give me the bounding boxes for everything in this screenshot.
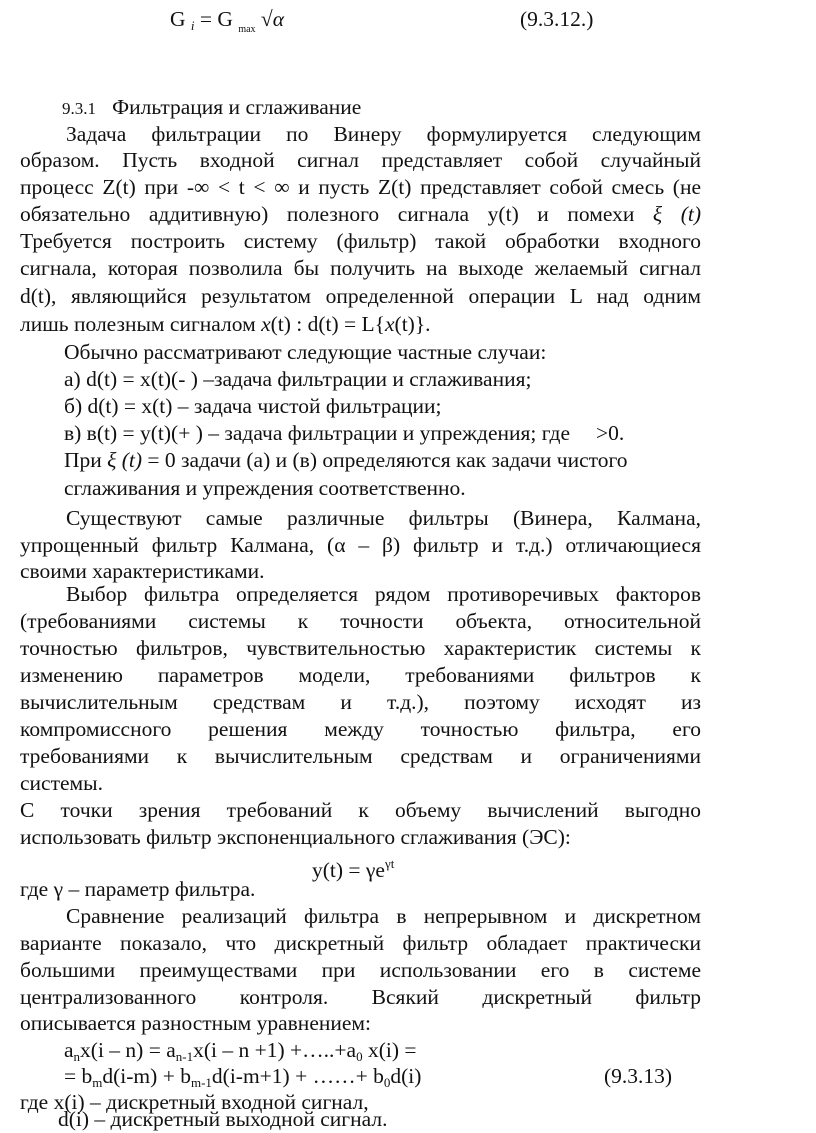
- equation-row-2: = $b_md(i-m) + b_{m-1}d(i-m+1)$ + ……+ $b_0d(i)$: [64, 1064, 422, 1090]
- text-line: централизованного контроля. Всякий дискретный фильтр: [20, 985, 701, 1009]
- text-line: сигнала, которая позволила бы получить на выходе желаемый сигнал: [20, 256, 701, 280]
- text-line: где γ – параметр фильтра.: [20, 877, 256, 901]
- text-line: Обычно рассматривают следующие частные случаи:: [64, 340, 547, 364]
- case-v: в) в(t) = y(t)(+ ) – задача фильтрации и упреждения; где >0.: [64, 421, 625, 445]
- text-line: использовать фильтр экспоненциального сглаживания (ЭС):: [20, 825, 571, 849]
- section-number: 9.3.1: [62, 99, 96, 118]
- formula-eq: = G: [199, 7, 233, 31]
- text-line: где x(i) – дискретный входной сигнал,: [20, 1090, 369, 1114]
- text-line: Существуют самые различные фильтры (Винера, Калмана,: [66, 506, 701, 530]
- text-line: своими характеристиками.: [20, 559, 265, 583]
- formula-lhs-sub: i: [190, 18, 195, 33]
- text-line: изменению параметров модели, требованиями фильтров к: [20, 663, 701, 687]
- text-line: Сравнение реализаций фильтра в непрерывном и дискретном: [66, 904, 701, 928]
- section-title: Фильтрация и сглаживание: [112, 95, 362, 119]
- text-line: сглаживания и упреждения соответственно.: [64, 476, 466, 500]
- text-line: описывается разностным уравнением:: [20, 1011, 371, 1035]
- formula-gi: [170, 6, 284, 43]
- text-line: Требуется построить систему (фильтр) такой обработки входного: [20, 229, 701, 253]
- equation-row-1: $a_nx(i - n) = a_{n-1}x(i - n +1)$ $+\dots..+a_0$ x(i) =: [64, 1038, 417, 1064]
- formula-max-sub: max: [238, 24, 256, 35]
- formula-es: $y(t) = \gamma e^{\gamma t}$: [312, 856, 395, 882]
- case-b: б) d(t) = x(t) – задача чистой фильтрации;: [64, 394, 442, 418]
- text-line: Задача фильтрации по Винеру формулируется следующим: [66, 122, 701, 146]
- text-line: При ξ (t) = 0 задачи (а) и (в) определяются как задачи чистого: [64, 448, 628, 472]
- text-line: d(t), являющийся результатом определенной операции L над одним: [20, 284, 701, 308]
- text-line: большими преимуществами при использовании его в системе: [20, 958, 701, 982]
- formula-sqrt: √α: [260, 7, 284, 31]
- formula-number-9-3-13: (9.3.13): [604, 1064, 673, 1088]
- case-a: а) d(t) = x(t)(- ) –задача фильтрации и сглаживания;: [64, 367, 532, 391]
- text-line: вычислительным средствам и т.д.), поэтому исходят из: [20, 690, 701, 714]
- text-line: компромиссного решения между точностью фильтра, его: [20, 717, 701, 741]
- text-line: обязательно аддитивную) полезного сигнала y(t) и помехи ξ (t): [20, 202, 701, 226]
- text-line: упрощенный фильтр Калмана, (α – β) фильтр и т.д.) отличающиеся: [20, 533, 701, 557]
- text-line: (требованиями системы к точности объекта, относительной: [20, 609, 701, 633]
- text-line: требованиями к вычислительным средствам и ограничениями: [20, 744, 701, 768]
- text-line: образом. Пусть входной сигнал представляет собой случайный: [20, 148, 701, 172]
- text-line: точностью фильтров, чувствительностью характеристик системы к: [20, 636, 701, 660]
- text-line: лишь полезным сигналом x(t) : d(t) = L{x(t)}.: [20, 312, 431, 336]
- text-line: процесс Z(t) при -∞ < t < ∞ и пусть Z(t) представляет собой смесь (не: [20, 175, 701, 199]
- text-line: варианте показало, что дискретный фильтр обладает практически: [20, 931, 701, 955]
- section-heading: [62, 94, 361, 122]
- text-line: системы.: [20, 771, 103, 795]
- text-line: С точки зрения требований к объему вычислений выгодно: [20, 798, 701, 822]
- formula-lhs: G: [170, 7, 186, 31]
- text-line: d(i) – дискретный выходной сигнал.: [58, 1107, 388, 1131]
- formula-number-9-3-12: (9.3.12.): [520, 7, 594, 31]
- text-line: Выбор фильтра определяется рядом противоречивых факторов: [66, 582, 701, 606]
